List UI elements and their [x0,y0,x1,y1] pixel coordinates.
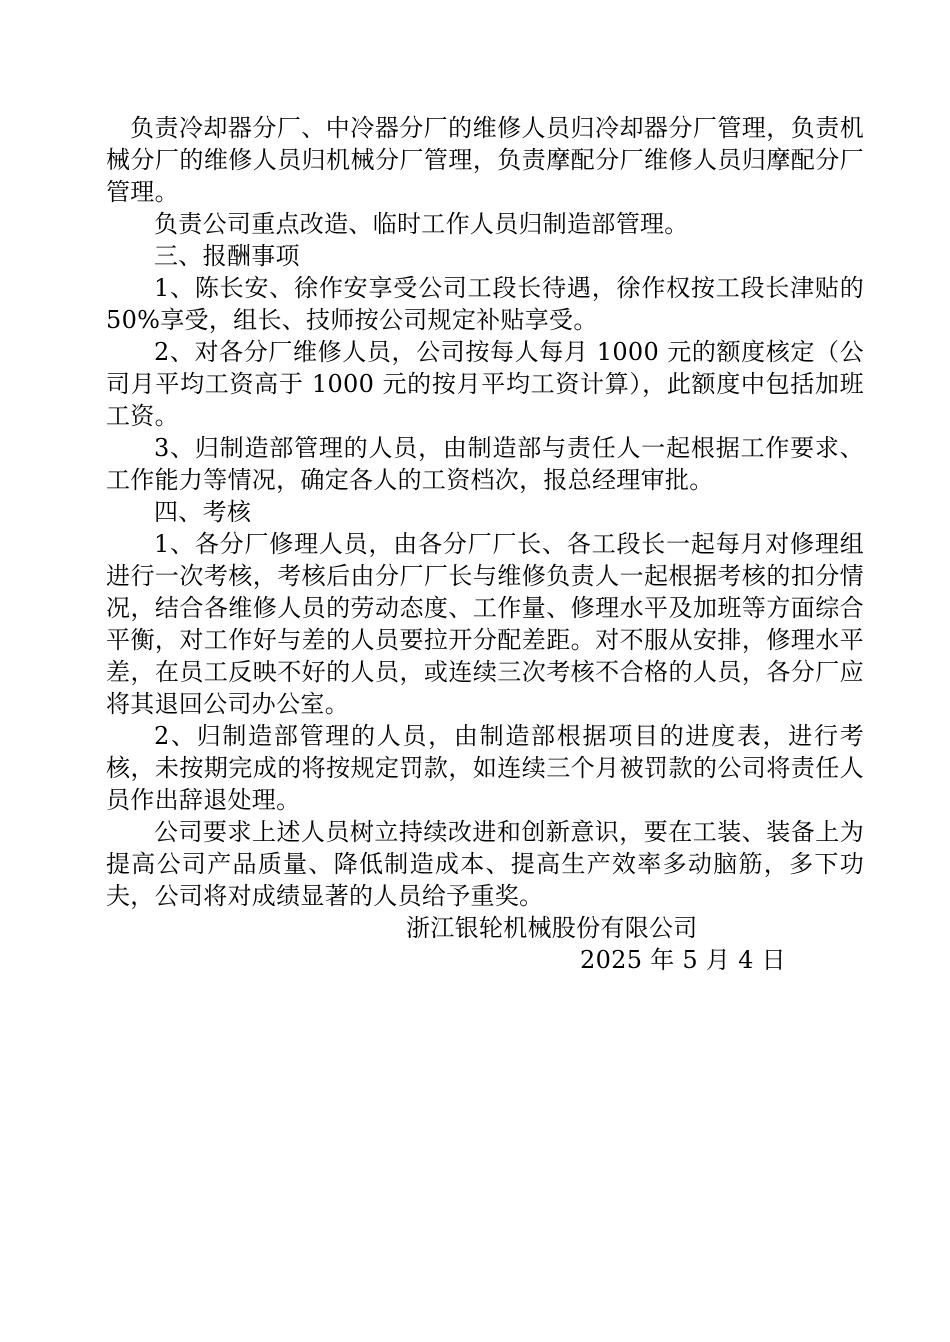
document-date: 2025 年 5 月 4 日 [580,946,786,974]
paragraph-compensation-3: 3、归制造部管理的人员，由制造部与责任人一起根据工作要求、工作能力等情况，确定各人的工资档次，报总经理审批。 [106,434,864,494]
company-name: 浙江银轮机械股份有限公司 [406,914,698,942]
paragraph-compensation-1: 1、陈长安、徐作安享受公司工段长待遇，徐作权按工段长津贴的 50%享受，组长、技师按公司规定补贴享受。 [106,274,864,334]
paragraph-assessment-2: 2、归制造部管理的人员，由制造部根据项目的进度表，进行考核，未按期完成的将按规定罚款，如连续三个月被罚款的公司将责任人员作出辞退处理。 [106,722,864,814]
paragraph-key-projects: 负责公司重点改造、临时工作人员归制造部管理。 [154,210,689,238]
section-heading-compensation: 三、报酬事项 [154,242,300,270]
document-body [106,112,864,912]
paragraph-compensation-2: 2、对各分厂维修人员，公司按每人每月 1000 元的额度核定（公司月平均工资高于 1000 元的按月平均工资计算），此额度中包括加班工资。 [106,338,864,430]
paragraph-assessment-1: 1、各分厂修理人员，由各分厂厂长、各工段长一起每月对修理组进行一次考核，考核后由分厂厂长与维修负责人一起根据考核的扣分情况，结合各维修人员的劳动态度、工作量、修理水平及加班等方面综合平衡，对工作好与差的人员要拉开分配差距。对不服从安排，修理水平差，在员工反映不好的人员，或连续三次考核不合格的人员，各分厂应将其退回公司办公室。 [106,530,864,718]
paragraph-closing: 公司要求上述人员树立持续改进和创新意识，要在工装、装备上为提高公司产品质量、降低制造成本、提高生产效率多动脑筋，多下功夫，公司将对成绩显著的人员给予重奖。 [106,818,864,910]
signature-block [106,912,864,976]
section-heading-assessment: 四、考核 [154,498,252,526]
paragraph-maintenance-assignment: 负责冷却器分厂、中冷器分厂的维修人员归冷却器分厂管理，负责机械分厂的维修人员归机械分厂管理，负责摩配分厂维修人员归摩配分厂管理。 [106,114,864,206]
